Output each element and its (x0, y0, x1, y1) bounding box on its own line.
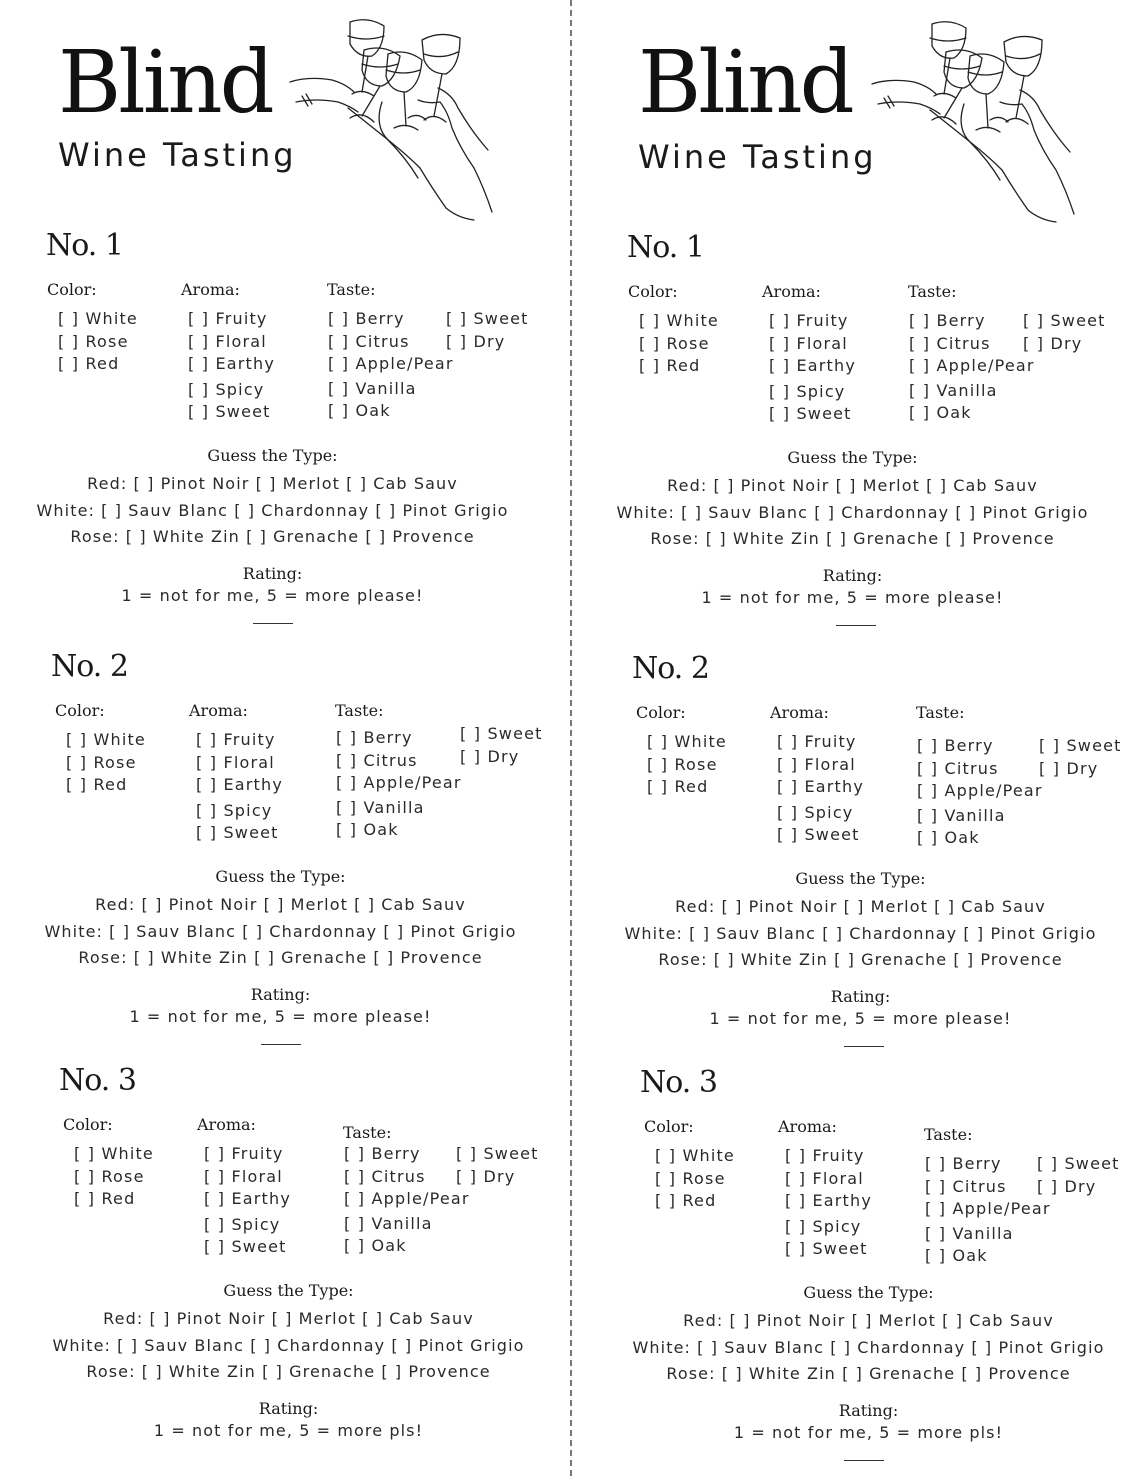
aroma-options (204, 1143, 291, 1259)
guess-white-line[interactable]: White: [ ] Sauv Blanc [ ] Chardonnay [ ] Pinot Grigio (44, 922, 517, 941)
wine-glasses-toast-icon (870, 10, 1080, 224)
color-option-red[interactable]: [ ] Red (66, 775, 128, 794)
taste-options (925, 1153, 1120, 1268)
rating-heading: Rating: (822, 566, 883, 585)
card-subtitle: Wine Tasting (638, 138, 877, 176)
rating-write-line[interactable] (253, 623, 293, 624)
taste-option-sweet[interactable]: [ ] Sweet (1039, 736, 1122, 755)
rating-write-line[interactable] (836, 625, 876, 626)
taste-option-sweet[interactable]: [ ] Sweet (446, 309, 529, 328)
color-options (647, 731, 727, 799)
rating-write-line[interactable] (261, 1044, 301, 1045)
taste-option-dry[interactable]: [ ] Dry (446, 331, 506, 351)
taste-option-vanilla[interactable]: [ ] Vanilla (917, 805, 1006, 825)
aroma-option-spicy[interactable]: [ ] Spicy (769, 381, 846, 401)
taste-option-apple-pear[interactable]: [ ] Apple/Pear (917, 781, 1043, 800)
taste-option-berry[interactable]: [ ] Berry (909, 311, 986, 330)
color-option-rose[interactable]: [ ] Rose (74, 1166, 145, 1186)
color-option-white[interactable]: [ ] White (58, 309, 138, 328)
taste-option-dry[interactable]: [ ] Dry (460, 746, 520, 766)
color-label: Color: (628, 282, 678, 301)
color-label: Color: (644, 1117, 694, 1136)
color-option-red[interactable]: [ ] Red (639, 356, 701, 375)
aroma-label: Aroma: (778, 1117, 837, 1136)
wine-section-2 (574, 645, 1140, 1060)
taste-options (917, 735, 1122, 850)
guess-type-heading: Guess the Type: (215, 867, 346, 886)
taste-option-citrus[interactable]: [ ] Citrus (344, 1166, 426, 1186)
taste-option-berry[interactable]: [ ] Berry (336, 728, 413, 747)
wine-number: No. 1 (627, 230, 704, 265)
wine-number: No. 3 (59, 1063, 136, 1098)
rating-heading: Rating: (838, 1401, 899, 1420)
aroma-option-fruity[interactable]: [ ] Fruity (769, 311, 849, 330)
guess-red-line[interactable]: Red: [ ] Pinot Noir [ ] Merlot [ ] Cab Sauv (667, 476, 1038, 495)
aroma-option-spicy[interactable]: [ ] Spicy (196, 800, 273, 820)
aroma-options (196, 729, 283, 845)
taste-option-vanilla[interactable]: [ ] Vanilla (344, 1213, 433, 1233)
taste-option-citrus[interactable]: [ ] Citrus (917, 758, 999, 778)
rating-write-line[interactable] (844, 1046, 884, 1047)
color-label: Color: (55, 701, 105, 720)
aroma-option-sweet[interactable]: [ ] Sweet (204, 1237, 287, 1256)
guess-type-heading: Guess the Type: (795, 869, 926, 888)
guess-rose-line[interactable]: Rose: [ ] White Zin [ ] Grenache [ ] Provence (70, 527, 475, 546)
guess-red-line[interactable]: Red: [ ] Pinot Noir [ ] Merlot [ ] Cab Sauv (675, 897, 1046, 916)
aroma-option-sweet[interactable]: [ ] Sweet (196, 823, 279, 842)
aroma-option-fruity[interactable]: [ ] Fruity (777, 732, 857, 751)
wine-section-3 (0, 1057, 570, 1472)
tasting-card-right (574, 0, 1140, 1476)
aroma-option-floral[interactable]: [ ] Floral (769, 333, 848, 353)
color-label: Color: (63, 1115, 113, 1134)
guess-red-line[interactable]: Red: [ ] Pinot Noir [ ] Merlot [ ] Cab Sauv (87, 474, 458, 493)
aroma-option-floral[interactable]: [ ] Floral (785, 1168, 864, 1188)
taste-options (909, 310, 1106, 425)
aroma-option-floral[interactable]: [ ] Floral (777, 754, 856, 774)
aroma-options (769, 310, 856, 426)
color-option-rose[interactable]: [ ] Rose (639, 333, 710, 353)
guess-type-heading: Guess the Type: (207, 446, 338, 465)
taste-option-sweet[interactable]: [ ] Sweet (1037, 1154, 1120, 1173)
wine-section-2 (0, 643, 570, 1058)
color-options (58, 308, 138, 376)
color-option-rose[interactable]: [ ] Rose (66, 752, 137, 772)
aroma-label: Aroma: (181, 280, 240, 299)
rating-heading: Rating: (250, 985, 311, 1004)
rating-heading: Rating: (258, 1399, 319, 1418)
guess-white-line[interactable]: White: [ ] Sauv Blanc [ ] Chardonnay [ ] Pinot Grigio (624, 924, 1097, 943)
taste-option-apple-pear[interactable]: [ ] Apple/Pear (909, 356, 1035, 375)
taste-option-oak[interactable]: [ ] Oak (336, 820, 399, 839)
rating-scale: 1 = not for me, 5 = more please! (121, 586, 424, 605)
taste-label: Taste: (908, 282, 957, 301)
taste-label: Taste: (924, 1125, 973, 1144)
taste-options (344, 1143, 539, 1258)
aroma-option-sweet[interactable]: [ ] Sweet (188, 402, 271, 421)
color-options (639, 310, 719, 378)
color-option-red[interactable]: [ ] Red (58, 354, 120, 373)
guess-red-line[interactable]: Red: [ ] Pinot Noir [ ] Merlot [ ] Cab Sauv (103, 1309, 474, 1328)
color-option-red[interactable]: [ ] Red (647, 777, 709, 796)
aroma-option-fruity[interactable]: [ ] Fruity (785, 1146, 865, 1165)
taste-options (328, 308, 529, 423)
aroma-label: Aroma: (197, 1115, 256, 1134)
guess-red-line[interactable]: Red: [ ] Pinot Noir [ ] Merlot [ ] Cab Sauv (95, 895, 466, 914)
aroma-options (777, 731, 864, 847)
color-option-white[interactable]: [ ] White (655, 1146, 735, 1165)
taste-option-vanilla[interactable]: [ ] Vanilla (925, 1223, 1014, 1243)
taste-label: Taste: (335, 701, 384, 720)
guess-white-line[interactable]: White: [ ] Sauv Blanc [ ] Chardonnay [ ] Pinot Grigio (52, 1336, 525, 1355)
taste-options (336, 724, 543, 842)
aroma-label: Aroma: (770, 703, 829, 722)
rating-scale: 1 = not for me, 5 = more please! (709, 1009, 1012, 1028)
rating-write-line[interactable] (844, 1460, 884, 1461)
taste-option-citrus[interactable]: [ ] Citrus (909, 333, 991, 353)
aroma-label: Aroma: (762, 282, 821, 301)
aroma-option-earthy[interactable]: [ ] Earthy (769, 356, 857, 375)
taste-option-apple-pear[interactable]: [ ] Apple/Pear (344, 1189, 470, 1208)
aroma-label: Aroma: (189, 701, 248, 720)
wine-section-3 (574, 1059, 1140, 1474)
color-option-rose[interactable]: [ ] Rose (58, 331, 129, 351)
aroma-option-fruity[interactable]: [ ] Fruity (196, 730, 276, 749)
rating-scale: 1 = not for me, 5 = more please! (129, 1007, 432, 1026)
color-option-red[interactable]: [ ] Red (655, 1191, 717, 1210)
taste-option-oak[interactable]: [ ] Oak (909, 403, 972, 422)
taste-option-citrus[interactable]: [ ] Citrus (328, 331, 410, 351)
wine-number: No. 3 (640, 1065, 717, 1100)
guess-rose-line[interactable]: Rose: [ ] White Zin [ ] Grenache [ ] Provence (86, 1362, 491, 1381)
color-label: Color: (636, 703, 686, 722)
taste-option-sweet[interactable]: [ ] Sweet (460, 724, 543, 743)
aroma-options (785, 1145, 872, 1261)
aroma-option-earthy[interactable]: [ ] Earthy (785, 1191, 873, 1210)
color-option-rose[interactable]: [ ] Rose (655, 1168, 726, 1188)
aroma-option-earthy[interactable]: [ ] Earthy (188, 354, 276, 373)
wine-section-1 (0, 222, 570, 637)
taste-option-berry[interactable]: [ ] Berry (917, 736, 994, 755)
taste-option-oak[interactable]: [ ] Oak (344, 1236, 407, 1255)
aroma-option-earthy[interactable]: [ ] Earthy (777, 777, 865, 796)
wine-number: No. 1 (46, 228, 123, 263)
aroma-option-spicy[interactable]: [ ] Spicy (785, 1216, 862, 1236)
guess-white-line[interactable]: White: [ ] Sauv Blanc [ ] Chardonnay [ ] Pinot Grigio (632, 1338, 1105, 1357)
color-option-rose[interactable]: [ ] Rose (647, 754, 718, 774)
taste-option-dry[interactable]: [ ] Dry (1039, 758, 1099, 778)
guess-rose-line[interactable]: Rose: [ ] White Zin [ ] Grenache [ ] Provence (666, 1364, 1071, 1383)
rating-scale: 1 = not for me, 5 = more pls! (153, 1421, 424, 1440)
aroma-option-spicy[interactable]: [ ] Spicy (777, 802, 854, 822)
taste-label: Taste: (327, 280, 376, 299)
color-option-white[interactable]: [ ] White (66, 730, 146, 749)
guess-rose-line[interactable]: Rose: [ ] White Zin [ ] Grenache [ ] Provence (650, 529, 1055, 548)
taste-option-vanilla[interactable]: [ ] Vanilla (909, 380, 998, 400)
taste-option-oak[interactable]: [ ] Oak (917, 828, 980, 847)
taste-option-oak[interactable]: [ ] Oak (925, 1246, 988, 1265)
taste-option-berry[interactable]: [ ] Berry (328, 309, 405, 328)
aroma-option-floral[interactable]: [ ] Floral (188, 331, 267, 351)
aroma-option-floral[interactable]: [ ] Floral (196, 752, 275, 772)
taste-option-apple-pear[interactable]: [ ] Apple/Pear (328, 354, 454, 373)
taste-option-apple-pear[interactable]: [ ] Apple/Pear (925, 1199, 1051, 1218)
guess-rose-line[interactable]: Rose: [ ] White Zin [ ] Grenache [ ] Provence (78, 948, 483, 967)
rating-scale: 1 = not for me, 5 = more please! (701, 588, 1004, 607)
guess-type-heading: Guess the Type: (803, 1283, 934, 1302)
color-label: Color: (47, 280, 97, 299)
color-option-white[interactable]: [ ] White (74, 1144, 154, 1163)
taste-option-sweet[interactable]: [ ] Sweet (456, 1144, 539, 1163)
wine-number: No. 2 (51, 649, 128, 684)
cut-line-divider (570, 0, 572, 1476)
guess-rose-line[interactable]: Rose: [ ] White Zin [ ] Grenache [ ] Provence (658, 950, 1063, 969)
color-option-white[interactable]: [ ] White (639, 311, 719, 330)
taste-option-citrus[interactable]: [ ] Citrus (336, 750, 418, 770)
color-options (655, 1145, 735, 1213)
aroma-option-fruity[interactable]: [ ] Fruity (204, 1144, 284, 1163)
aroma-option-earthy[interactable]: [ ] Earthy (196, 775, 284, 794)
color-option-red[interactable]: [ ] Red (74, 1189, 136, 1208)
aroma-option-sweet[interactable]: [ ] Sweet (769, 404, 852, 423)
taste-label: Taste: (343, 1123, 392, 1142)
aroma-option-fruity[interactable]: [ ] Fruity (188, 309, 268, 328)
card-title: Blind (638, 33, 852, 133)
guess-red-line[interactable]: Red: [ ] Pinot Noir [ ] Merlot [ ] Cab Sauv (683, 1311, 1054, 1330)
wine-glasses-toast-icon (288, 8, 498, 222)
rating-scale: 1 = not for me, 5 = more pls! (733, 1423, 1004, 1442)
card-title: Blind (58, 33, 272, 133)
guess-type-heading: Guess the Type: (787, 448, 918, 467)
rating-heading: Rating: (242, 564, 303, 583)
taste-option-dry[interactable]: [ ] Dry (1037, 1176, 1097, 1196)
taste-option-apple-pear[interactable]: [ ] Apple/Pear (336, 773, 462, 792)
guess-white-line[interactable]: White: [ ] Sauv Blanc [ ] Chardonnay [ ] Pinot Grigio (616, 503, 1089, 522)
taste-option-berry[interactable]: [ ] Berry (925, 1154, 1002, 1173)
color-option-white[interactable]: [ ] White (647, 732, 727, 751)
guess-white-line[interactable]: White: [ ] Sauv Blanc [ ] Chardonnay [ ] Pinot Grigio (36, 501, 509, 520)
rating-heading: Rating: (830, 987, 891, 1006)
aroma-options (188, 308, 275, 424)
taste-option-oak[interactable]: [ ] Oak (328, 401, 391, 420)
taste-option-citrus[interactable]: [ ] Citrus (925, 1176, 1007, 1196)
aroma-option-sweet[interactable]: [ ] Sweet (777, 825, 860, 844)
color-options (66, 729, 146, 797)
taste-option-vanilla[interactable]: [ ] Vanilla (328, 378, 417, 398)
color-options (74, 1143, 154, 1211)
taste-option-dry[interactable]: [ ] Dry (456, 1166, 516, 1186)
taste-label: Taste: (916, 703, 965, 722)
aroma-option-sweet[interactable]: [ ] Sweet (785, 1239, 868, 1258)
aroma-option-floral[interactable]: [ ] Floral (204, 1166, 283, 1186)
taste-option-berry[interactable]: [ ] Berry (344, 1144, 421, 1163)
card-subtitle: Wine Tasting (58, 136, 297, 174)
wine-number: No. 2 (632, 651, 709, 686)
aroma-option-spicy[interactable]: [ ] Spicy (204, 1214, 281, 1234)
aroma-option-spicy[interactable]: [ ] Spicy (188, 379, 265, 399)
aroma-option-earthy[interactable]: [ ] Earthy (204, 1189, 292, 1208)
taste-option-dry[interactable]: [ ] Dry (1023, 333, 1083, 353)
guess-type-heading: Guess the Type: (223, 1281, 354, 1300)
taste-option-vanilla[interactable]: [ ] Vanilla (336, 797, 425, 817)
taste-option-sweet[interactable]: [ ] Sweet (1023, 311, 1106, 330)
wine-section-1 (574, 224, 1140, 639)
